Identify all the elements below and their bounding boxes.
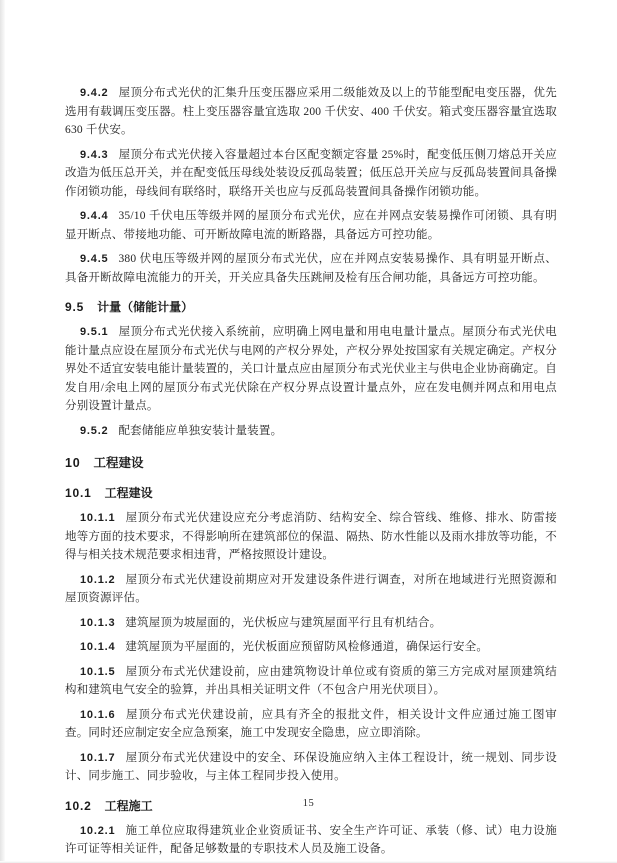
clause-number: 10.1.1 (80, 512, 116, 524)
clause-9-5-2 (65, 422, 557, 441)
clause-number: 10.1.7 (80, 751, 116, 764)
clause-number: 10.1.6 (80, 708, 116, 721)
clause-text: 屋顶分布式光伏接入容量超过本台区配变额定容量 25%时，配变低压侧刀熔总开关应改造为低压总开关，并在配变低压母线处装设反孤岛装置；低压总开关应与反孤岛装置间具备操作闭锁功能，母线间有联络时，联络开关也应与反孤岛装置间具备操作闭锁功能。 (65, 148, 557, 198)
clause-text: 屋顶分布式光伏建设中的安全、环保设施应纳入主体工程设计，统一规划、同步设计、同步施工、同步验收，与主体工程同步投入使用。 (65, 751, 557, 782)
section-number: 9.5 (65, 300, 85, 314)
clause-text: 屋顶分布式光伏建设前，应具有齐全的报批文件，相关设计文件应通过施工图审查。同时还应制定安全应急预案，施工中发现安全隐患，应立即消除。 (65, 708, 557, 739)
clause-number: 9.5.1 (80, 326, 109, 338)
section-title: 工程施工 (104, 798, 153, 813)
clause-number: 9.4.3 (80, 148, 109, 161)
section-number: 10.1 (65, 486, 92, 500)
clause-10-1-1 (65, 509, 557, 565)
clause-text: 建筑屋顶为平屋面的，光伏板面应预留防风检修通道，确保运行安全。 (125, 641, 489, 653)
clause-text: 屋顶分布式光伏建设应充分考虑消防、结构安全、综合管线、维修、排水、防雷接地等方面的技术要求，不得影响所在建筑部位的保温、隔热、防水性能以及雨水排放等功能，不得与相关技术规范要求相违背，严格按照设计建设。 (65, 512, 557, 561)
clause-text: 配套储能应单独安装计量装置。 (118, 424, 283, 437)
clause-text: 屋顶分布式光伏的汇集升压变压器应采用二级能效及以上的节能型配电变压器，优先选用有载调压变压器。柱上变压器容量宜选取 200 千伏安、400 千伏安。箱式变压器容量宜选取 630 千伏安。 (65, 87, 557, 136)
document-content (65, 84, 557, 863)
clause-9-4-3 (65, 146, 557, 202)
clause-number: 10.2.1 (80, 824, 116, 837)
section-heading-9-5 (65, 298, 557, 317)
clause-9-5-1 (65, 323, 557, 416)
clause-10-1-3 (65, 614, 557, 633)
clause-10-1-2 (65, 571, 557, 608)
section-number: 10.2 (65, 798, 92, 813)
clause-number: 9.5.2 (80, 424, 109, 437)
clause-text: 建筑屋顶为坡屋面的，光伏板应与建筑屋面平行且有机结合。 (125, 616, 442, 629)
clause-10-1-7 (65, 749, 557, 786)
clause-number: 9.4.2 (80, 87, 109, 99)
section-title: 计量（储能计量） (97, 300, 194, 314)
clause-9-4-2 (65, 84, 557, 140)
clause-10-1-5 (65, 663, 557, 700)
scan-edge-left (0, 0, 5, 863)
section-title: 工程建设 (104, 486, 153, 500)
section-title: 工程建设 (93, 456, 144, 470)
clause-text: 施工单位应取得建筑业企业资质证书、安全生产许可证、承装（修、试）电力设施许可证等相关证件，配备足够数量的专职技术人员及施工设备。 (65, 824, 557, 855)
clause-number: 10.1.5 (80, 665, 116, 678)
clause-10-1-6 (65, 706, 557, 743)
clause-text: 屋顶分布式光伏接入系统前，应明确上网电量和用电电量计量点。屋顶分布式光伏电能计量点应设在屋顶分布式光伏与电网的产权分界处，产权分界处按国家有关规定确定。产权分界处不适宜安装电能计量装置的，关口计量点应由屋顶分布式光伏业主与供电企业协商确定。自发自用/余电上网的屋顶分布式光伏除在产权分界点设置计量点外，应在发电侧并网点和用电点分别设置计量点。 (65, 326, 557, 412)
section-number: 10 (65, 456, 81, 470)
clause-number: 9.4.4 (80, 210, 109, 222)
chapter-heading-10 (65, 454, 557, 473)
clause-number: 10.1.4 (80, 641, 116, 653)
clause-text: 35/10 千伏电压等级并网的屋顶分布式光伏，应在并网点安装易操作可闭锁、具有明显开断点、带接地功能、可开断故障电流的断路器，具备远方可控功能。 (65, 210, 557, 241)
clause-number: 10.1.2 (80, 573, 116, 586)
clause-text: 380 伏电压等级并网的屋顶分布式光伏，应在并网点安装易操作、具有明显开断点、具备开断故障电流能力的开关，开关应具备失压跳闸及检有压合闸功能，具备远方可控功能。 (65, 253, 557, 284)
clause-9-4-4 (65, 207, 557, 244)
clause-number: 10.1.3 (80, 616, 116, 629)
clause-text: 屋顶分布式光伏建设前期应对开发建设条件进行调查，对所在地域进行光照资源和屋顶资源评估。 (65, 573, 557, 604)
clause-10-2-1 (65, 822, 557, 859)
clause-text: 屋顶分布式光伏建设前，应由建筑物设计单位或有资质的第三方完成对屋顶建筑结构和建筑电气安全的验算，并出具相关证明文件（不包含户用光伏项目）。 (65, 665, 557, 696)
section-heading-10-1 (65, 484, 557, 503)
page-number: 15 (302, 798, 315, 809)
clause-number: 9.4.5 (80, 253, 109, 265)
clause-10-1-4 (65, 638, 557, 657)
clause-9-4-5 (65, 250, 557, 287)
